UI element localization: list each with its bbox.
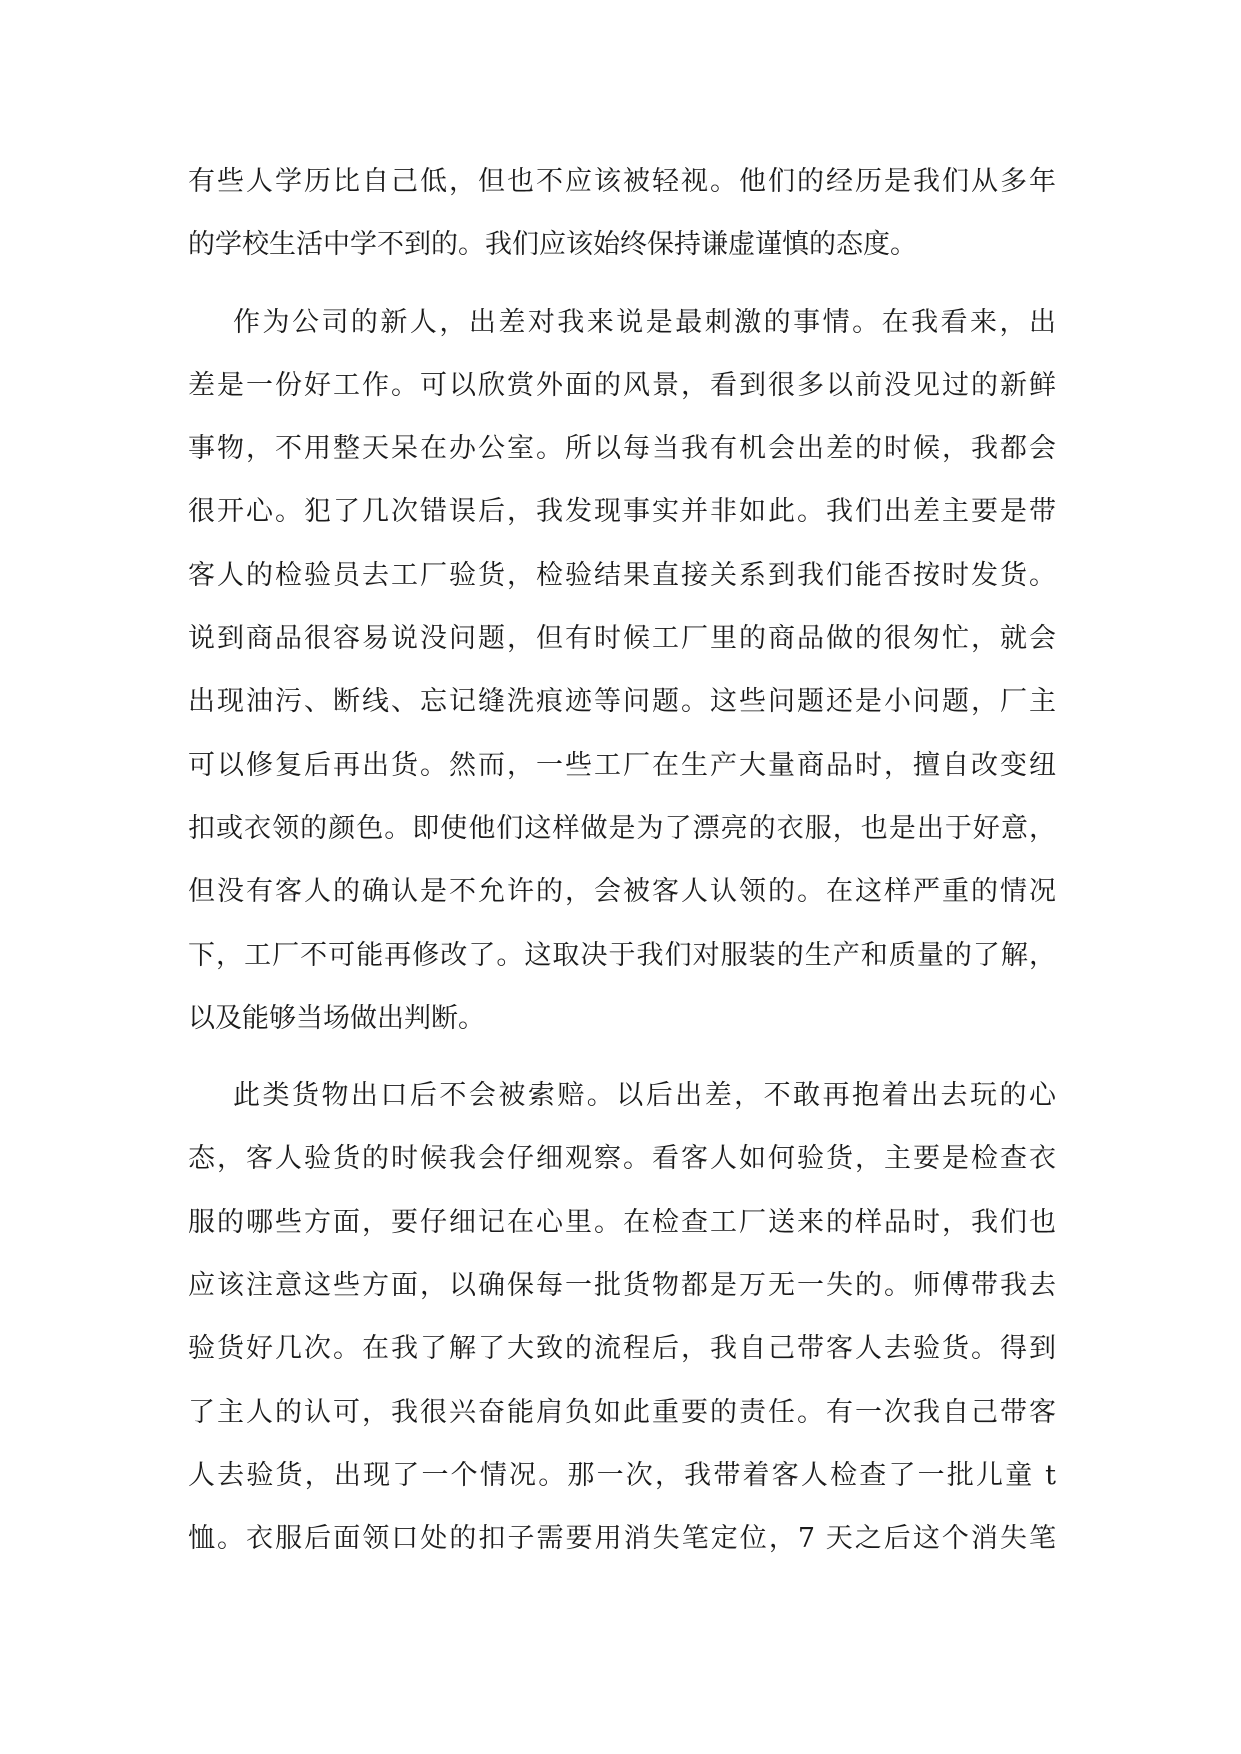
text-line: 以及能够当场做出判断。: [188, 1002, 485, 1034]
text-line: 下，工厂不可能再修改了。这取决于我们对服装的生产和质量的了解，: [188, 939, 1056, 971]
text-line: 差是一份好工作。可以欣赏外面的风景，看到很多以前没见过的新鲜: [188, 369, 1056, 401]
text-line: 说到商品很容易说没问题，但有时候工厂里的商品做的很匆忙，就会: [188, 623, 1056, 655]
text-line: 但没有客人的确认是不允许的，会被客人认领的。在这样严重的情况: [188, 876, 1056, 908]
text-line: 服的哪些方面，要仔细记在心里。在检查工厂送来的样品时，我们也: [188, 1206, 1056, 1238]
text-line: 事物，不用整天呆在办公室。所以每当我有机会出差的时候，我都会: [188, 433, 1056, 465]
text-line: 人去验货，出现了一个情况。那一次，我带着客人检查了一批儿童 t: [188, 1459, 1056, 1491]
text-line: 出现油污、断线、忘记缝洗痕迹等问题。这些问题还是小问题，厂主: [188, 686, 1056, 718]
text-line: 的学校生活中学不到的。我们应该始终保持谦虚谨慎的态度。: [188, 229, 917, 261]
paragraph-first-line: 此类货物出口后不会被索赔。以后出差，不敢再抱着出去玩的心: [233, 1080, 1056, 1112]
text-line: 了主人的认可，我很兴奋能肩负如此重要的责任。有一次我自己带客: [188, 1396, 1056, 1428]
paragraph-first-line: 作为公司的新人，出差对我来说是最刺激的事情。在我看来，出: [233, 306, 1056, 338]
document-body: [188, 162, 1056, 1583]
text-line: 很开心。犯了几次错误后，我发现事实并非如此。我们出差主要是带: [188, 496, 1056, 528]
text-line: 有些人学历比自己低，但也不应该被轻视。他们的经历是我们从多年: [188, 166, 1056, 197]
text-line: 恤。衣服后面领口处的扣子需要用消失笔定位，7 天之后这个消失笔: [188, 1523, 1056, 1555]
text-line: 扣或衣领的颜色。即使他们这样做是为了漂亮的衣服，也是出于好意，: [188, 812, 1056, 844]
text-line: 验货好几次。在我了解了大致的流程后，我自己带客人去验货。得到: [188, 1333, 1056, 1365]
text-line: 客人的检验员去工厂验货，检验结果直接关系到我们能否按时发货。: [188, 559, 1056, 591]
text-line: 可以修复后再出货。然而，一些工厂在生产大量商品时，擅自改变纽: [188, 749, 1056, 781]
text-line: 态，客人验货的时候我会仔细观察。看客人如何验货，主要是检查衣: [188, 1143, 1056, 1175]
text-line: 应该注意这些方面，以确保每一批货物都是万无一失的。师傅带我去: [188, 1270, 1056, 1302]
